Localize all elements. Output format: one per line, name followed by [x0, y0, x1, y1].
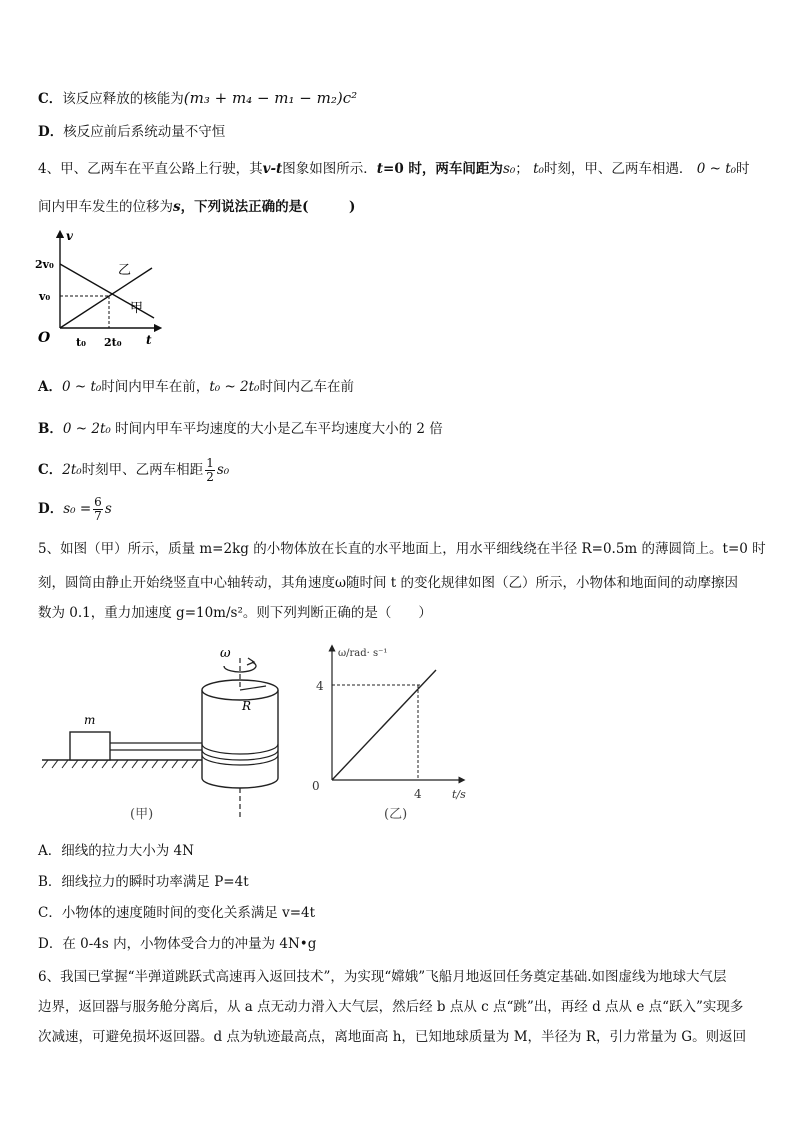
q5-stem-line1: 5、如图（甲）所示，质量 m=2kg 的小物体放在长直的水平地面上，用水平细线绕在半径 R=0.5m 的薄圆筒上。t=0 时 [38, 541, 766, 557]
block-m [70, 732, 110, 760]
q4-stem-line2: 间内甲车发生的位移为s，下列说法正确的是( ) [38, 199, 356, 215]
x-tick-4: 4 [414, 787, 422, 801]
fraction-one-half: $\frac{1}{2}$ [206, 456, 214, 484]
tick-2v0: 2v₀ [35, 258, 54, 271]
q6-stem-line3: 次减速，可避免损坏返回器。d 点为轨迹最高点，离地面高 h，已知地球质量为 M，半径为 R，引力常量为 G。则返回 [38, 1029, 747, 1045]
q5-option-a: A．细线的拉力大小为 4N [38, 843, 194, 859]
origin-label: O [38, 330, 51, 346]
q5-stem-line2: 刻，圆筒由静止开始绕竖直中心轴转动，其角速度ω随时间 t 的变化规律如图（乙）所示，小物体和地面间的动摩擦因 [38, 575, 739, 591]
q5-figure-jia [38, 640, 298, 825]
tick-t0: t₀ [76, 336, 86, 349]
q5-option-d: D．在 0-4s 内，小物体受合力的冲量为 4N•g [38, 936, 317, 952]
tick-v0: v₀ [39, 290, 51, 303]
q4-option-a: A．0 ~ t₀时间内甲车在前，t₀ ~ 2t₀时间内乙车在前 [38, 379, 354, 395]
omega-t-line [332, 670, 436, 780]
q6-stem-line1: 6、我国已掌握“半弹道跳跃式高速再入返回技术”，为实现“嫦娥”飞船月地返回任务奠定基础.如图虚线为地球大气层 [38, 969, 727, 985]
omega-label: ω [220, 646, 231, 661]
q5-stem-line3: 数为 0.1，重力加速度 g=10m/s²。则下列判断正确的是（ ） [38, 605, 432, 621]
time-axis-label: t/s [452, 788, 466, 801]
caption-yi: (乙) [384, 807, 408, 822]
tick-2t0: 2t₀ [104, 336, 122, 349]
q5-option-b: B．细线拉力的瞬时功率满足 P=4t [38, 874, 249, 890]
yi-line [60, 268, 152, 328]
q4-option-b: B．0 ~ 2t₀ 时间内甲车平均速度的大小是乙车平均速度大小的 2 倍 [38, 421, 443, 437]
label-yi: 乙 [118, 263, 132, 278]
fraction-six-sevenths: $\frac{6}{7}$ [94, 495, 102, 523]
caption-jia: (甲) [130, 807, 154, 822]
ground-hatching [42, 760, 198, 768]
q5-figure-yi [302, 640, 472, 825]
omega-axis-label: ω/rad· s⁻¹ [338, 648, 388, 659]
q6-stem-line2: 边界，返回器与服务舱分离后，从 a 点无动力滑入大气层，然后经 b 点从 c 点“跳”出，再经 d 点从 e 点“跃入”实现多 [38, 999, 744, 1015]
mass-label: m [84, 713, 96, 727]
label-jia: 甲 [130, 301, 144, 316]
q4-stem-line1: 4、甲、乙两车在平直公路上行驶，其v-t图象如图所示．t=0 时，两车间距为s₀； t₀时刻，甲、乙两车相遇． 0 ~ t₀时 [38, 161, 750, 177]
t-axis-label: t [146, 333, 152, 347]
q3-option-d: D．核反应前后系统动量不守恒 [38, 124, 226, 140]
q4-option-c: C．2t₀时刻甲、乙两车相距 $\frac{1}{2}$ s₀ [38, 456, 230, 484]
q4-vt-graph [34, 228, 164, 356]
radius-label: R [242, 699, 252, 713]
v-axis-label: v [66, 229, 73, 243]
q4-option-d: D．s₀ = $\frac{6}{7}$ s [38, 495, 112, 523]
q5-option-c: C．小物体的速度随时间的变化关系满足 v=4t [38, 905, 316, 921]
y-tick-4: 4 [316, 679, 324, 693]
origin-zero: 0 [312, 779, 320, 793]
cylinder [202, 690, 278, 788]
q3-option-c: C．该反应释放的核能为(m₃ + m₄ − m₁ − m₂)c² [38, 89, 358, 107]
